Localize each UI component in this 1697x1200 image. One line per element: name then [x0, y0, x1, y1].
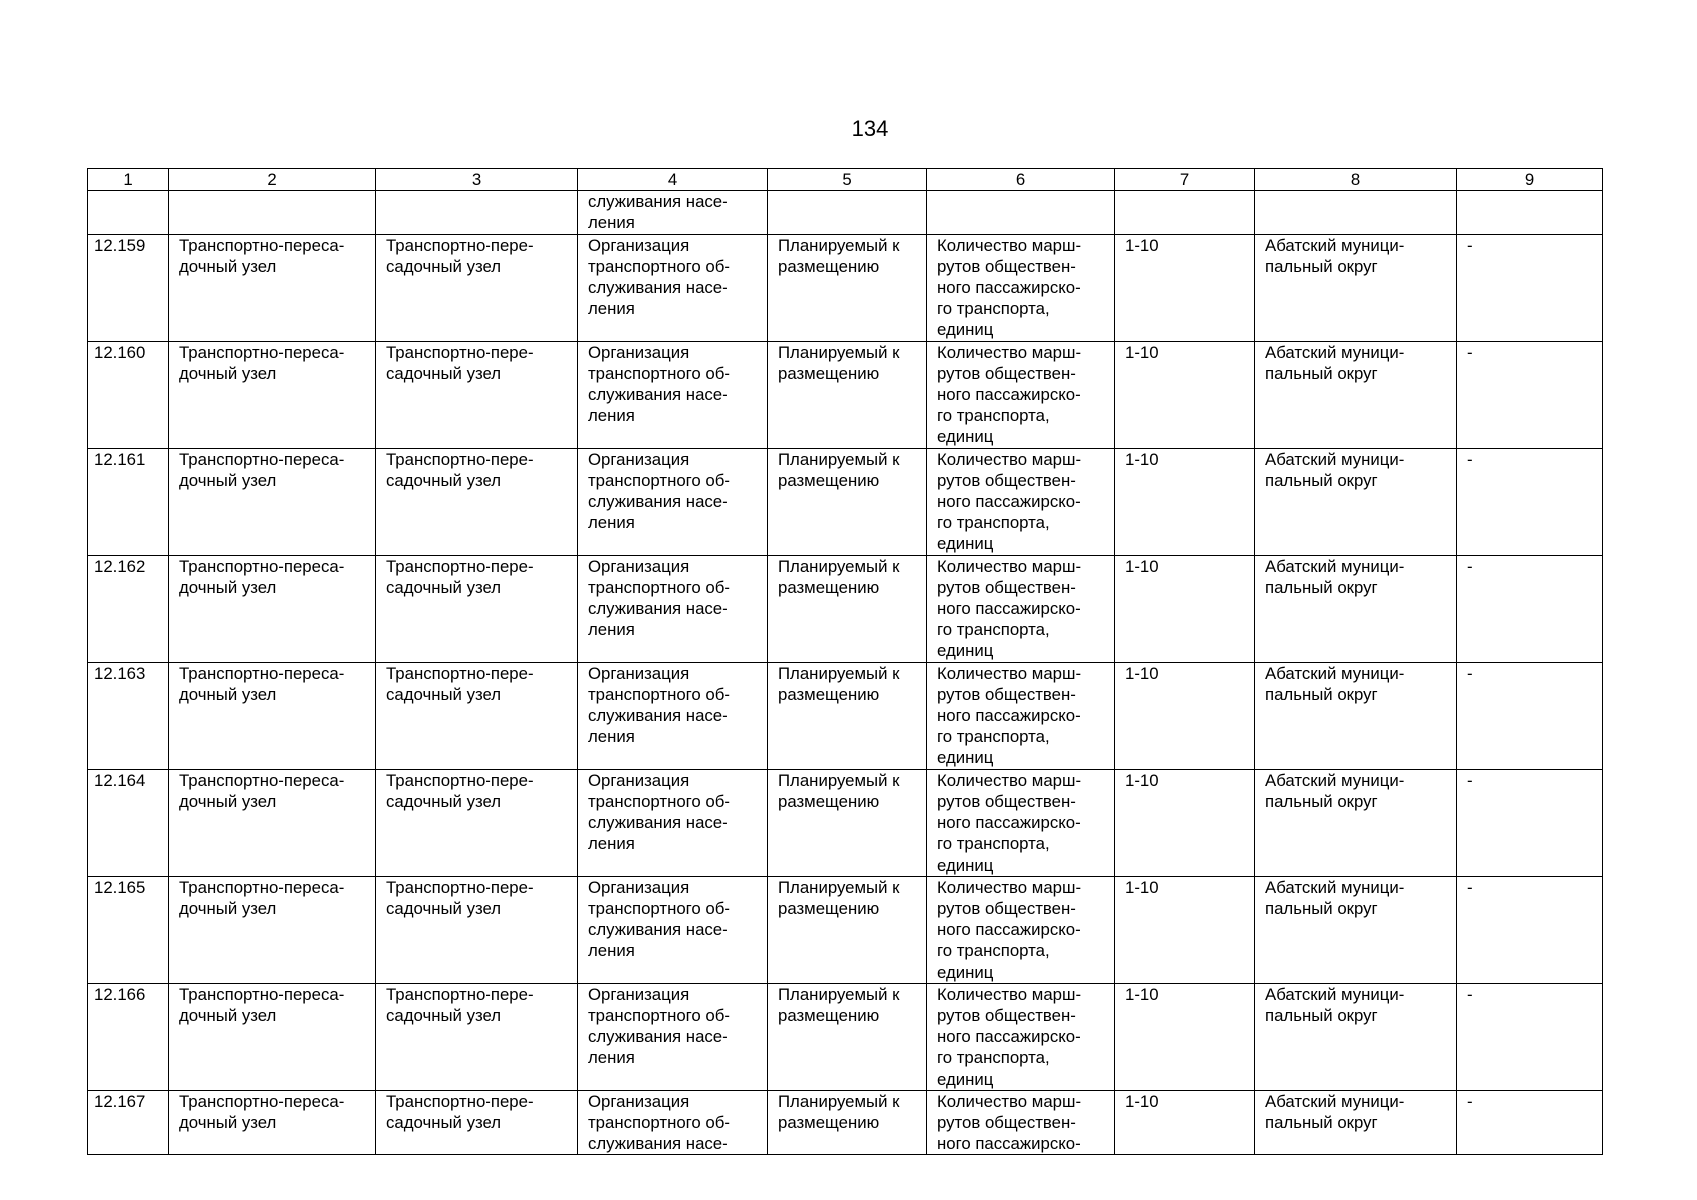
table-cell-col-2: Транспортно-переса- дочный узел — [169, 234, 376, 341]
table-cell-col-5: Планируемый к размещению — [768, 662, 927, 769]
table-cell-col-8: Абатский муници- пальный округ — [1255, 341, 1457, 448]
table-cell-col-6: Количество марш- рутов обществен- ного пассажирско- го транспорта, единиц — [927, 662, 1115, 769]
page-number: 134 — [851, 116, 889, 141]
table-cell-col-6: Количество марш- рутов обществен- ного пассажирско- го транспорта, единиц — [927, 876, 1115, 983]
table-cell-col-8 — [1255, 191, 1457, 234]
table-cell-col-2: Транспортно-переса- дочный узел — [169, 341, 376, 448]
table-cell-col-4: служивания насе- ления — [578, 191, 768, 234]
table-cell-col-1 — [88, 191, 169, 234]
table-cell-col-2: Транспортно-переса- дочный узел — [169, 662, 376, 769]
table-cell-col-1: 12.164 — [88, 769, 169, 876]
table-cell-col-2: Транспортно-переса- дочный узел — [169, 448, 376, 555]
table-cell-col-4: 4 — [578, 169, 768, 191]
table-cell-col-5: Планируемый к размещению — [768, 1090, 927, 1155]
table-cell-col-7: 1-10 — [1115, 769, 1255, 876]
table-cell-col-7: 1-10 — [1115, 448, 1255, 555]
table-cell-col-9: - — [1457, 234, 1603, 341]
table-cell-col-7: 1-10 — [1115, 234, 1255, 341]
table-row — [88, 555, 1603, 662]
table-cell-col-6: Количество марш- рутов обществен- ного пассажирско- го транспорта, единиц — [927, 555, 1115, 662]
table-cell-col-5: 5 — [768, 169, 927, 191]
table-cell-col-7: 1-10 — [1115, 341, 1255, 448]
table-row — [88, 234, 1603, 341]
table-cell-col-7: 1-10 — [1115, 876, 1255, 983]
table-cell-col-7: 1-10 — [1115, 555, 1255, 662]
table-cell-col-6 — [927, 191, 1115, 234]
table-cell-col-9: 9 — [1457, 169, 1603, 191]
table-cell-col-2: Транспортно-переса- дочный узел — [169, 876, 376, 983]
table-cell-col-9: - — [1457, 662, 1603, 769]
table-cell-col-4: Организация транспортного об- служивания насе- ления — [578, 983, 768, 1090]
table-cell-col-3 — [376, 191, 578, 234]
table-cell-col-9 — [1457, 191, 1603, 234]
table-cell-col-5: Планируемый к размещению — [768, 555, 927, 662]
table-cell-col-7 — [1115, 191, 1255, 234]
table-cell-col-1: 12.167 — [88, 1090, 169, 1155]
table-cell-col-4: Организация транспортного об- служивания насе- ления — [578, 769, 768, 876]
table-cell-col-4: Организация транспортного об- служивания насе- ления — [578, 876, 768, 983]
table-cell-col-2 — [169, 191, 376, 234]
table-cell-col-8: Абатский муници- пальный округ — [1255, 876, 1457, 983]
table-cell-col-2: Транспортно-переса- дочный узел — [169, 983, 376, 1090]
table-body — [88, 169, 1603, 1155]
table-cell-col-1: 12.161 — [88, 448, 169, 555]
table-cell-col-8: Абатский муници- пальный округ — [1255, 662, 1457, 769]
table-cell-col-2: 2 — [169, 169, 376, 191]
table-cell-col-8: Абатский муници- пальный округ — [1255, 1090, 1457, 1155]
table-cell-col-8: Абатский муници- пальный округ — [1255, 555, 1457, 662]
table-row — [88, 341, 1603, 448]
table-row — [88, 662, 1603, 769]
table-cell-col-7: 1-10 — [1115, 983, 1255, 1090]
table-cell-col-5 — [768, 191, 927, 234]
table-cell-col-4: Организация транспортного об- служивания насе- ления — [578, 341, 768, 448]
table-cell-col-5: Планируемый к размещению — [768, 876, 927, 983]
table-header-row — [88, 169, 1603, 191]
table-cell-col-5: Планируемый к размещению — [768, 234, 927, 341]
table-row-continuation — [88, 191, 1603, 234]
table-row — [88, 1090, 1603, 1155]
table-cell-col-6: Количество марш- рутов обществен- ного пассажирско- го транспорта, единиц — [927, 448, 1115, 555]
table-cell-col-4: Организация транспортного об- служивания насе- — [578, 1090, 768, 1155]
table-cell-col-5: Планируемый к размещению — [768, 448, 927, 555]
table-cell-col-3: Транспортно-пере- садочный узел — [376, 876, 578, 983]
table-cell-col-3: Транспортно-пере- садочный узел — [376, 983, 578, 1090]
table-cell-col-6: Количество марш- рутов обществен- ного пассажирско- го транспорта, единиц — [927, 769, 1115, 876]
data-table — [87, 168, 1603, 1155]
table-cell-col-8: Абатский муници- пальный округ — [1255, 769, 1457, 876]
table-cell-col-2: Транспортно-переса- дочный узел — [169, 1090, 376, 1155]
table-cell-col-9: - — [1457, 555, 1603, 662]
table-cell-col-2: Транспортно-переса- дочный узел — [169, 555, 376, 662]
table-row — [88, 448, 1603, 555]
table-cell-col-8: 8 — [1255, 169, 1457, 191]
table-cell-col-3: Транспортно-пере- садочный узел — [376, 341, 578, 448]
table-cell-col-1: 12.166 — [88, 983, 169, 1090]
table-cell-col-7: 1-10 — [1115, 662, 1255, 769]
table-row — [88, 983, 1603, 1090]
table-cell-col-1: 12.163 — [88, 662, 169, 769]
table-cell-col-1: 12.160 — [88, 341, 169, 448]
table-cell-col-4: Организация транспортного об- служивания насе- ления — [578, 555, 768, 662]
table-cell-col-2: Транспортно-переса- дочный узел — [169, 769, 376, 876]
table-cell-col-9: - — [1457, 876, 1603, 983]
table-cell-col-5: Планируемый к размещению — [768, 341, 927, 448]
table-cell-col-4: Организация транспортного об- служивания насе- ления — [578, 448, 768, 555]
table-cell-col-7: 7 — [1115, 169, 1255, 191]
table-cell-col-8: Абатский муници- пальный округ — [1255, 234, 1457, 341]
table-cell-col-3: Транспортно-пере- садочный узел — [376, 769, 578, 876]
table-cell-col-4: Организация транспортного об- служивания насе- ления — [578, 662, 768, 769]
table-cell-col-8: Абатский муници- пальный округ — [1255, 983, 1457, 1090]
table-cell-col-8: Абатский муници- пальный округ — [1255, 448, 1457, 555]
table-cell-col-6: Количество марш- рутов обществен- ного пассажирско- го транспорта, единиц — [927, 341, 1115, 448]
table-cell-col-1: 12.165 — [88, 876, 169, 983]
table-cell-col-1: 1 — [88, 169, 169, 191]
table-row — [88, 769, 1603, 876]
table-cell-col-3: Транспортно-пере- садочный узел — [376, 448, 578, 555]
table-row — [88, 876, 1603, 983]
table-cell-col-6: Количество марш- рутов обществен- ного пассажирско- го транспорта, единиц — [927, 234, 1115, 341]
table-cell-col-4: Организация транспортного об- служивания насе- ления — [578, 234, 768, 341]
table-cell-col-9: - — [1457, 341, 1603, 448]
table-cell-col-5: Планируемый к размещению — [768, 769, 927, 876]
table-cell-col-6: Количество марш- рутов обществен- ного пассажирско- — [927, 1090, 1115, 1155]
table-cell-col-1: 12.162 — [88, 555, 169, 662]
table-cell-col-9: - — [1457, 769, 1603, 876]
table-cell-col-6: Количество марш- рутов обществен- ного пассажирско- го транспорта, единиц — [927, 983, 1115, 1090]
table-cell-col-7: 1-10 — [1115, 1090, 1255, 1155]
table-cell-col-9: - — [1457, 983, 1603, 1090]
table-cell-col-9: - — [1457, 1090, 1603, 1155]
table-cell-col-3: Транспортно-пере- садочный узел — [376, 555, 578, 662]
table-cell-col-3: 3 — [376, 169, 578, 191]
table-cell-col-3: Транспортно-пере- садочный узел — [376, 662, 578, 769]
table-cell-col-1: 12.159 — [88, 234, 169, 341]
table-cell-col-9: - — [1457, 448, 1603, 555]
table-cell-col-3: Транспортно-пере- садочный узел — [376, 234, 578, 341]
table-cell-col-5: Планируемый к размещению — [768, 983, 927, 1090]
table-cell-col-6: 6 — [927, 169, 1115, 191]
table-cell-col-3: Транспортно-пере- садочный узел — [376, 1090, 578, 1155]
